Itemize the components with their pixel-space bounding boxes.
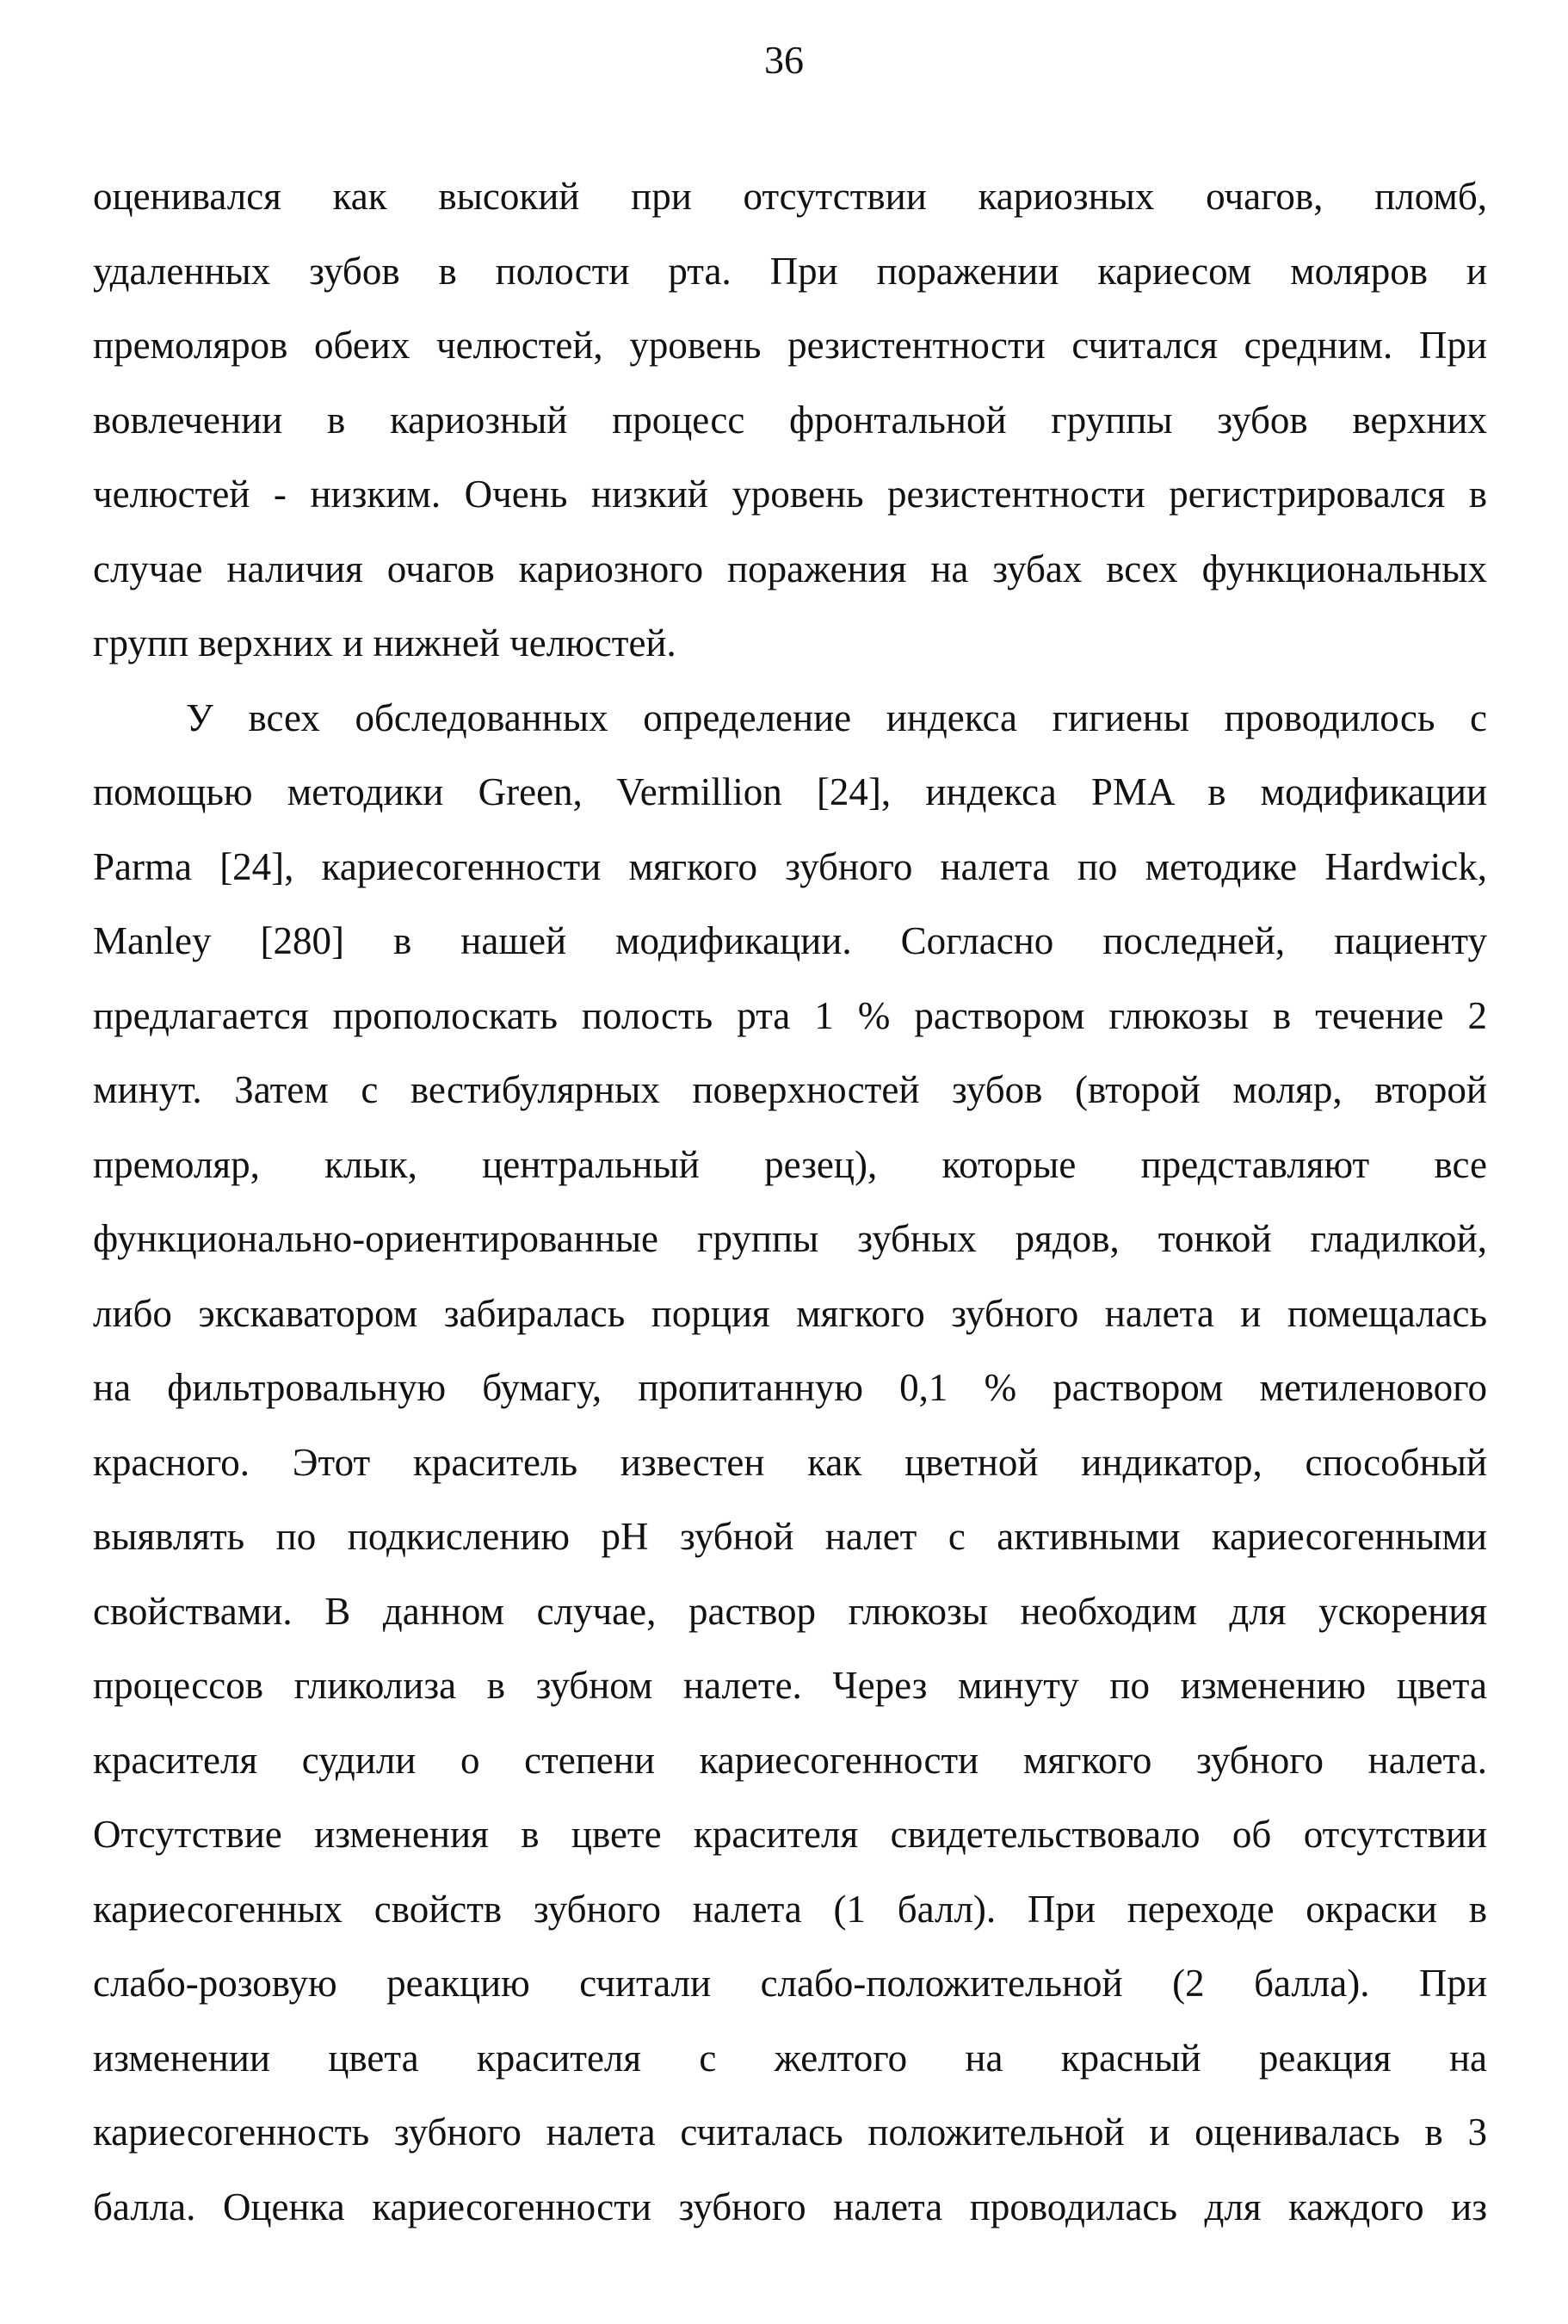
text-line: процессов гликолиза в зубном налете. Через минуту по изменению цвета — [93, 1664, 1487, 1707]
text-line: Parma [24], кариесогенности мягкого зубного налета по методике Hardwick, — [93, 844, 1487, 888]
page-number: 36 — [764, 38, 804, 82]
text-line: на фильтровальную бумагу, пропитанную 0,1 % раствором метиленового — [93, 1366, 1487, 1409]
text-line: помощью методики Green, Vermillion [24], индекса PMA в модификации — [93, 770, 1487, 813]
text-line: премоляров обеих челюстей, уровень резистентности считался средним. При — [93, 324, 1487, 367]
text-line: кариесогенных свойств зубного налета (1 балл). При переходе окраски в — [93, 1887, 1487, 1931]
text-line: минут. Затем с вестибулярных поверхностей зубов (второй моляр, второй — [93, 1068, 1487, 1111]
text-line: слабо-розовую реакцию считали слабо-положительной (2 балла). При — [93, 1962, 1487, 2005]
text-line: Manley [280] в нашей модификации. Согласно последней, пациенту — [93, 919, 1487, 962]
text-line: премоляр, клык, центральный резец), которые представляют все — [93, 1142, 1487, 1186]
text-line: свойствами. В данном случае, раствор глюкозы необходим для ускорения — [93, 1589, 1487, 1633]
text-line: красного. Этот краситель известен как цветной индикатор, способный — [93, 1440, 1487, 1484]
text-line: случае наличия очагов кариозного поражения на зубах всех функциональных — [93, 547, 1487, 590]
text-line: оценивался как высокий при отсутствии кариозных очагов, пломб, — [93, 175, 1487, 218]
text-line: У всех обследованных определение индекса гигиены проводилось с — [186, 695, 1487, 739]
text-line: Отсутствие изменения в цвете красителя свидетельствовало об отсутствии — [93, 1813, 1487, 1856]
text-line: групп верхних и нижней челюстей. — [93, 621, 676, 664]
text-line: кариесогенность зубного налета считалась положительной и оценивалась в 3 — [93, 2111, 1487, 2154]
text-line: выявлять по подкислению pH зубной налет с активными кариесогенными — [93, 1515, 1487, 1558]
text-line: функционально-ориентированные группы зубных рядов, тонкой гладилкой, — [93, 1217, 1487, 1260]
text-line: либо экскаватором забиралась порция мягкого зубного налета и помещалась — [93, 1291, 1487, 1335]
text-line: красителя судили о степени кариесогенности мягкого зубного налета. — [93, 1738, 1487, 1782]
body-text — [93, 169, 1487, 2253]
text-line: предлагается прополоскать полость рта 1 % раствором глюкозы в течение 2 — [93, 993, 1487, 1037]
text-line: изменении цвета красителя с желтого на красный реакция на — [93, 2036, 1487, 2080]
text-line: балла. Оценка кариесогенности зубного налета проводилась для каждого из — [93, 2185, 1487, 2228]
text-line: вовлечении в кариозный процесс фронтальной группы зубов верхних — [93, 398, 1487, 442]
text-line: удаленных зубов в полости рта. При поражении кариесом моляров и — [93, 249, 1487, 293]
text-line: челюстей - низким. Очень низкий уровень резистентности регистрировался в — [93, 473, 1487, 516]
